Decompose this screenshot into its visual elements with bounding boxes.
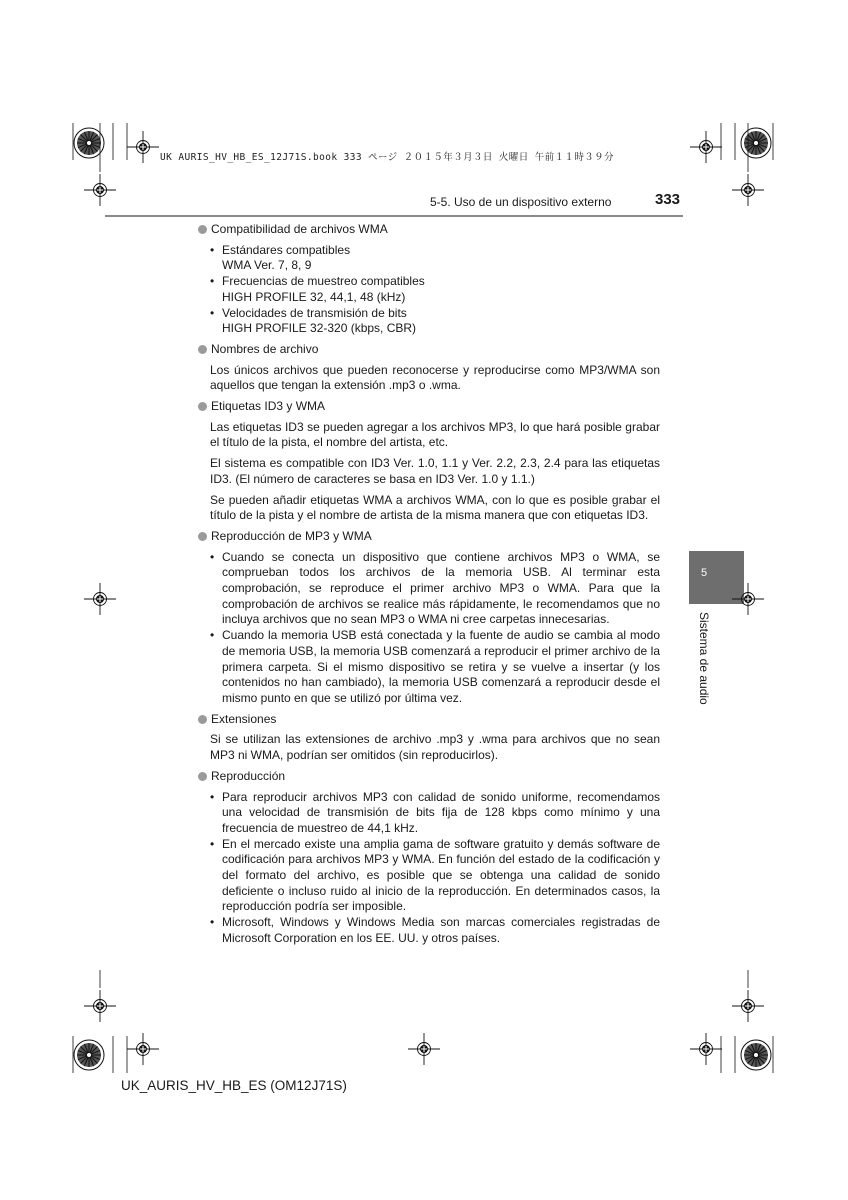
list-item: • Para reproducir archivos MP3 con calidad de sonido uniforme, recomendamos una velocidad de transmisión de bits fija de 128 kbps como mínimo y una frecuencia de muestreo de 44,1 kHz. (210, 790, 660, 837)
list-item-line: WMA Ver. 7, 8, 9 (222, 258, 312, 273)
trim-lines (73, 123, 773, 1073)
paragraph: Los únicos archivos que pueden reconocerse y reproducirse como MP3/WMA son aquellos que tengan la extensión .mp3 o .wma. (210, 362, 660, 393)
crosshair-mark-icon (408, 1033, 440, 1065)
list-item-line: HIGH PROFILE 32-320 (kbps, CBR) (222, 321, 417, 336)
crosshair-mark-icon (127, 1033, 159, 1065)
crosshair-mark-icon (732, 990, 764, 1022)
starburst-mark-icon (74, 1040, 104, 1070)
list-item: • Cuando la memoria USB está conectada y la fuente de audio se cambia al modo de memoria USB, la memoria USB comenzará a reproducir el primer archivo de la primera carpeta. Si el mismo dispositivo se retira y se vuelve a insertar (y los contenidos no han cambiado), la memoria USB comenzará a reproducir desde el mismo punto en que se utilizó por última vez. (210, 628, 660, 707)
footer-doc-code: UK_AURIS_HV_HB_ES (OM12J71S) (121, 1078, 347, 1093)
section-heading-text: Etiquetas ID3 y WMA (211, 399, 326, 414)
running-section-title: 5-5. Uso de un dispositivo externo (430, 195, 612, 209)
paragraph: Las etiquetas ID3 se pueden agregar a los archivos MP3, lo que hará posible grabar el título de la pista, el nombre del artista, etc. (210, 419, 660, 450)
list-item: • Cuando se conecta un dispositivo que contiene archivos MP3 o WMA, se comprueban todos los archivos de la memoria USB. Al terminar esta comprobación, se reproduce el primer archivo MP3 o WMA. Para que la comprobación de archivos se realice más rápidamente, le recomendamos que no incluya archivos que no sean MP3 o WMA ni cree carpetas innecesarias. (210, 550, 660, 629)
crosshair-mark-icon (84, 583, 116, 615)
section-heading-text: Nombres de archivo (211, 341, 319, 356)
crosshair-mark-icon (732, 174, 764, 206)
starburst-mark-icon (741, 1040, 771, 1070)
paragraph: Se pueden añadir etiquetas WMA a archivos WMA, con lo que es posible grabar el título de la pista y el nombre de artista de la misma manera que con etiquetas ID3. (210, 492, 660, 523)
list-item-line: HIGH PROFILE 32, 44,1, 48 (kHz) (222, 289, 406, 304)
paragraph: Si se utilizan las extensiones de archivo .mp3 y .wma para archivos que no sean MP3 ni WMA, podrían ser omitidos (sin reproducirlos). (210, 732, 660, 763)
crosshair-mark-icon (84, 990, 116, 1022)
chapter-tab-number: 5 (701, 567, 708, 579)
crosshair-mark-icon (732, 583, 764, 615)
paragraph: El sistema es compatible con ID3 Ver. 1.0, 1.1 y Ver. 2.2, 2.3, 2.4 para las etiquetas ID3. (El número de caracteres se basa en ID3 Ver. 1.0 y 1.1.) (210, 456, 660, 486)
chapter-tab-label: Sistema de audio (697, 612, 711, 705)
section-heading-text: Reproducción de MP3 y WMA (211, 528, 372, 543)
list-item-line: • Estándares compatibles (222, 242, 351, 257)
page-number: 333 (655, 191, 681, 208)
crosshair-mark-icon (690, 1033, 722, 1065)
crosshair-mark-icon (127, 131, 159, 163)
crosshair-mark-icon (84, 174, 116, 206)
starburst-mark-icon (74, 128, 104, 158)
print-header: UK AURIS_HV_HB_ES_12J71S.book 333 ページ ２０１５年３月３日 火曜日 午前１１時３９分 (160, 152, 614, 163)
crosshair-mark-icon (690, 131, 722, 163)
section-heading-text: Compatibilidad de archivos WMA (211, 222, 388, 236)
starburst-mark-icon (741, 128, 771, 158)
section-heading-text: Extensiones (211, 711, 277, 726)
list-item-line: • Velocidades de transmisión de bits (222, 305, 407, 320)
list-item: • En el mercado existe una amplia gama de software gratuito y demás software de codificación para archivos MP3 y WMA. En función del estado de la codificación y del formato del archivo, es posible que se obtenga una calidad de sonido deficiente o incluso ruido al inicio de la reproducción. En determinados casos, la reproducción podría ser imposible. (210, 837, 660, 916)
list-item: • Microsoft, Windows y Windows Media son marcas comerciales registradas de Microsoft Corporation en los EE. UU. y otros países. (210, 915, 660, 946)
section-heading-text: Reproducción (211, 768, 286, 783)
list-item-line: • Frecuencias de muestreo compatibles (222, 274, 425, 289)
